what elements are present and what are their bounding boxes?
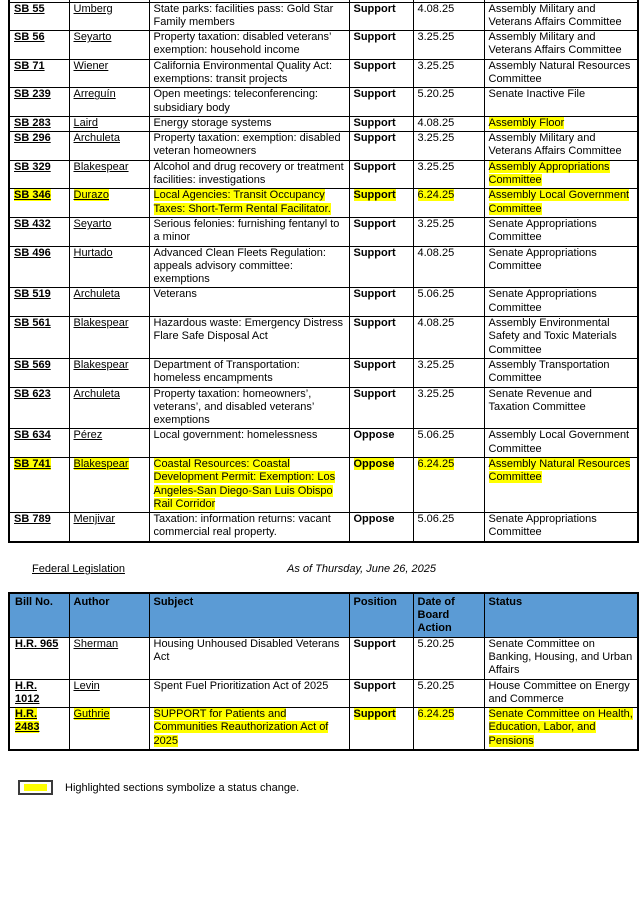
header-subject: Subject — [149, 593, 349, 637]
bill-cell — [9, 679, 69, 708]
subject-cell — [149, 246, 349, 288]
author-cell — [69, 458, 149, 513]
subject-text: Housing Unhoused Disabled Veterans Act — [153, 637, 340, 663]
subject-text: Coastal Resources: Coastal Development Permit: Exemption: Los Angeles-San Diego-San Luis Obispo Rail Corridor — [153, 458, 336, 510]
date-cell — [413, 59, 484, 88]
federal-legislation-table — [8, 592, 639, 751]
subject-cell — [149, 708, 349, 750]
status-cell — [484, 288, 638, 317]
subject-cell — [149, 288, 349, 317]
subject-cell — [149, 132, 349, 161]
bill-number-link[interactable]: SB 789 — [14, 513, 51, 526]
author-link[interactable]: Blakespear — [73, 317, 129, 330]
bill-cell — [9, 88, 69, 117]
status-text: Senate Appropriations Committee — [488, 513, 597, 539]
table-row — [9, 2, 638, 31]
subject-cell — [149, 217, 349, 246]
date-cell — [413, 88, 484, 117]
position-text: Support — [353, 189, 396, 202]
bill-number-link[interactable]: H.R. 965 — [15, 637, 59, 650]
position-text: Support — [353, 116, 396, 129]
position-text: Support — [353, 246, 396, 259]
status-text: Assembly Transportation Committee — [488, 358, 610, 385]
author-cell — [69, 679, 149, 708]
author-cell — [69, 288, 149, 317]
status-cell — [484, 246, 638, 288]
author-link[interactable]: Archuleta — [73, 132, 120, 145]
header-author: Author — [69, 593, 149, 637]
bill-number-link[interactable]: SB 496 — [14, 246, 51, 259]
position-text: Support — [353, 387, 396, 400]
bill-cell — [9, 708, 69, 750]
position-cell — [349, 160, 413, 189]
position-cell — [349, 679, 413, 708]
table-row — [9, 358, 638, 387]
status-text: Senate Appropriations Committee — [488, 288, 597, 314]
bill-number-link[interactable]: SB 634 — [14, 429, 51, 442]
subject-text: Open meetings: teleconferencing: subsidiary body — [153, 88, 318, 114]
status-cell — [484, 387, 638, 429]
subject-text: Local Agencies: Transit Occupancy Taxes: Short-Term Rental Facilitator. — [153, 189, 331, 215]
state-table-body — [9, 0, 638, 542]
bill-number-link[interactable]: H.R. 1012 — [15, 679, 40, 705]
subject-text: Property taxation: exemption: disabled veteran homeowners — [153, 132, 341, 158]
subject-cell — [149, 387, 349, 429]
author-link[interactable]: Wiener — [73, 59, 109, 72]
subject-text: State parks: facilities pass: Gold Star Family members — [153, 2, 334, 28]
author-cell — [69, 88, 149, 117]
date-cell — [413, 387, 484, 429]
position-text: Support — [353, 358, 396, 371]
bill-number-link[interactable]: SB 623 — [14, 387, 51, 400]
bill-number-link[interactable]: SB 55 — [14, 2, 45, 15]
date-text: 5.06.25 — [417, 429, 455, 442]
subject-cell — [149, 59, 349, 88]
subject-text: California Environmental Quality Act: exemptions: transit projects — [153, 59, 333, 85]
status-cell — [484, 160, 638, 189]
table-row — [9, 217, 638, 246]
position-text: Support — [353, 2, 396, 15]
bill-number-link[interactable]: SB 741 — [14, 458, 51, 470]
position-cell — [349, 116, 413, 131]
position-text: Support — [353, 31, 396, 44]
author-cell — [69, 387, 149, 429]
date-text: 3.25.25 — [417, 160, 455, 173]
table-row — [9, 708, 638, 750]
author-link[interactable]: Blakespear — [73, 358, 129, 371]
bill-cell — [9, 429, 69, 458]
date-cell — [413, 160, 484, 189]
date-cell — [413, 132, 484, 161]
subject-text: Veterans — [153, 288, 197, 301]
table-row — [9, 317, 638, 359]
author-cell — [69, 132, 149, 161]
header-position: Position — [349, 593, 413, 637]
date-text: 4.08.25 — [417, 2, 455, 15]
author-link[interactable]: Guthrie — [73, 708, 110, 721]
author-link[interactable]: Durazo — [73, 189, 109, 202]
date-cell — [413, 708, 484, 750]
status-text: Senate Inactive File — [488, 88, 586, 101]
position-text: Support — [353, 679, 396, 692]
author-cell — [69, 317, 149, 359]
author-link[interactable]: Hurtado — [73, 246, 113, 259]
date-cell — [413, 429, 484, 458]
subject-text: Hazardous waste: Emergency Distress Flare Safe Disposal Act — [153, 317, 344, 343]
subject-cell — [149, 637, 349, 679]
status-cell — [484, 317, 638, 359]
subject-cell — [149, 358, 349, 387]
position-cell — [349, 358, 413, 387]
position-text: Support — [353, 217, 396, 230]
table-row — [9, 116, 638, 131]
as-of-date: As of Thursday, June 26, 2025 — [287, 562, 436, 575]
date-cell — [413, 288, 484, 317]
bill-cell — [9, 458, 69, 513]
subject-text: Local government: homelessness — [153, 429, 318, 442]
author-link[interactable]: Pérez — [73, 429, 103, 442]
status-cell — [484, 31, 638, 60]
position-cell — [349, 2, 413, 31]
position-cell — [349, 458, 413, 513]
author-link[interactable]: Umberg — [73, 2, 113, 15]
date-cell — [413, 513, 484, 542]
author-link[interactable]: Seyarto — [73, 217, 112, 230]
position-cell — [349, 88, 413, 117]
status-cell — [484, 189, 638, 218]
subject-text: Alcohol and drug recovery or treatment facilities: investigations — [153, 160, 344, 187]
status-cell — [484, 217, 638, 246]
position-text: Support — [353, 88, 396, 101]
date-cell — [413, 458, 484, 513]
position-cell — [349, 513, 413, 542]
subject-text: Property taxation: disabled veterans’ exemption: household income — [153, 31, 332, 57]
bill-cell — [9, 160, 69, 189]
status-cell — [484, 458, 638, 513]
bill-number-link[interactable]: SB 561 — [14, 317, 51, 330]
author-link[interactable]: Blakespear — [73, 458, 129, 470]
position-text: Support — [353, 59, 396, 72]
position-cell — [349, 317, 413, 359]
status-cell — [484, 679, 638, 708]
table-row — [9, 387, 638, 429]
date-text: 3.25.25 — [417, 132, 455, 145]
status-text: Assembly Military and Veterans Affairs Committee — [488, 2, 622, 28]
bill-cell — [9, 288, 69, 317]
bill-cell — [9, 59, 69, 88]
date-text: 4.08.25 — [417, 116, 455, 129]
subject-cell — [149, 513, 349, 542]
status-cell — [484, 2, 638, 31]
yellow-highlight-swatch — [24, 784, 47, 791]
subject-cell — [149, 429, 349, 458]
date-cell — [413, 116, 484, 131]
date-text: 5.20.25 — [417, 88, 455, 101]
position-text: Support — [353, 317, 396, 330]
position-cell — [349, 387, 413, 429]
position-cell — [349, 59, 413, 88]
table-row — [9, 429, 638, 458]
date-text: 4.08.25 — [417, 246, 455, 259]
status-text: Assembly Local Government Committee — [488, 429, 630, 455]
subject-cell — [149, 458, 349, 513]
status-cell — [484, 88, 638, 117]
position-text: Support — [353, 708, 396, 721]
position-cell — [349, 429, 413, 458]
status-text: Assembly Environmental Safety and Toxic Materials Committee — [488, 317, 617, 356]
status-text: Assembly Natural Resources Committee — [488, 458, 631, 484]
bill-number-link[interactable]: SB 346 — [14, 189, 51, 202]
bill-number-link[interactable]: SB 239 — [14, 88, 51, 101]
subject-cell — [149, 189, 349, 218]
table-row — [9, 458, 638, 513]
bill-cell — [9, 513, 69, 542]
author-link[interactable]: Archuleta — [73, 288, 120, 301]
table-row — [9, 637, 638, 679]
bill-number-link[interactable]: SB 432 — [14, 217, 51, 230]
date-text: 3.25.25 — [417, 59, 455, 72]
subject-cell — [149, 88, 349, 117]
date-text: 4.08.25 — [417, 317, 455, 330]
status-cell — [484, 132, 638, 161]
date-cell — [413, 189, 484, 218]
subject-text: Energy storage systems — [153, 116, 272, 129]
bill-cell — [9, 637, 69, 679]
author-cell — [69, 59, 149, 88]
date-text: 3.25.25 — [417, 387, 455, 400]
subject-cell — [149, 31, 349, 60]
bill-cell — [9, 358, 69, 387]
position-cell — [349, 189, 413, 218]
date-cell — [413, 246, 484, 288]
date-cell — [413, 31, 484, 60]
author-link[interactable]: Seyarto — [73, 31, 112, 44]
date-text: 6.24.25 — [417, 458, 455, 470]
subject-cell — [149, 317, 349, 359]
position-cell — [349, 288, 413, 317]
position-text: Oppose — [353, 429, 395, 442]
position-cell — [349, 708, 413, 750]
position-text: Oppose — [353, 458, 395, 470]
table-row — [9, 88, 638, 117]
bill-cell — [9, 246, 69, 288]
subject-text: Department of Transportation: homeless encampments — [153, 358, 300, 385]
author-cell — [69, 429, 149, 458]
position-text: Oppose — [353, 513, 395, 526]
bill-cell — [9, 217, 69, 246]
author-link[interactable]: Archuleta — [73, 387, 120, 400]
bill-cell — [9, 116, 69, 131]
date-cell — [413, 358, 484, 387]
table-row — [9, 189, 638, 218]
table-row — [9, 59, 638, 88]
subject-cell — [149, 116, 349, 131]
status-cell — [484, 708, 638, 750]
bill-number-link[interactable]: H.R. 2483 — [15, 708, 40, 734]
position-text: Support — [353, 160, 396, 173]
status-text: Assembly Natural Resources Committee — [488, 59, 631, 85]
author-link[interactable]: Menjivar — [73, 513, 116, 526]
status-text: Senate Revenue and Taxation Committee — [488, 387, 592, 413]
author-cell — [69, 217, 149, 246]
author-link[interactable]: Arreguín — [73, 88, 116, 101]
federal-section-heading-line — [0, 563, 640, 577]
author-cell — [69, 513, 149, 542]
table-row — [9, 513, 638, 542]
subject-text: Advanced Clean Fleets Regulation: appeals advisory committee: exemptions — [153, 246, 326, 286]
date-cell — [413, 679, 484, 708]
status-text: Assembly Military and Veterans Affairs Committee — [488, 132, 622, 158]
header-status: Status — [484, 593, 638, 637]
subject-text: Taxation: information returns: vacant commercial real property. — [153, 513, 331, 539]
date-text: 3.25.25 — [417, 31, 455, 44]
date-cell — [413, 317, 484, 359]
subject-text: Property taxation: homeowners’, veterans’, and disabled veterans’ exemptions — [153, 387, 314, 427]
status-text: Assembly Military and Veterans Affairs Committee — [488, 31, 622, 57]
status-text: Senate Appropriations Committee — [488, 217, 597, 244]
position-cell — [349, 132, 413, 161]
author-cell — [69, 358, 149, 387]
author-link[interactable]: Laird — [73, 116, 98, 129]
subject-text: Serious felonies: furnishing fentanyl to a minor — [153, 217, 340, 244]
date-text: 5.20.25 — [417, 679, 455, 692]
date-text: 3.25.25 — [417, 358, 455, 371]
date-text: 3.25.25 — [417, 217, 455, 230]
author-cell — [69, 31, 149, 60]
federal-table-header-row — [9, 593, 638, 637]
date-text: 6.24.25 — [417, 189, 455, 202]
status-cell — [484, 513, 638, 542]
subject-cell — [149, 160, 349, 189]
legend-text: Highlighted sections symbolize a status change. — [65, 781, 300, 794]
position-cell — [349, 31, 413, 60]
bill-number-link[interactable]: SB 56 — [14, 31, 45, 44]
position-cell — [349, 246, 413, 288]
author-cell — [69, 637, 149, 679]
state-legislation-table — [8, 0, 639, 543]
status-cell — [484, 116, 638, 131]
bill-number-link[interactable]: SB 519 — [14, 288, 51, 301]
position-text: Support — [353, 288, 396, 301]
table-row — [9, 679, 638, 708]
author-cell — [69, 116, 149, 131]
table-row — [9, 160, 638, 189]
status-text: Assembly Local Government Committee — [488, 189, 630, 215]
federal-legislation-heading: Federal Legislation — [32, 562, 125, 575]
status-text: Senate Appropriations Committee — [488, 246, 597, 272]
author-cell — [69, 160, 149, 189]
author-link[interactable]: Sherman — [73, 637, 119, 650]
position-text: Support — [353, 637, 396, 650]
federal-table-body — [9, 593, 638, 750]
highlight-swatch-box — [18, 780, 53, 795]
status-cell — [484, 637, 638, 679]
status-text: Senate Committee on Health, Education, Labor, and Pensions — [488, 708, 633, 747]
date-cell — [413, 637, 484, 679]
bill-cell — [9, 2, 69, 31]
status-cell — [484, 429, 638, 458]
table-row — [9, 132, 638, 161]
date-cell — [413, 217, 484, 246]
position-cell — [349, 637, 413, 679]
date-text: 5.20.25 — [417, 637, 455, 650]
position-cell — [349, 217, 413, 246]
author-cell — [69, 246, 149, 288]
date-text: 5.06.25 — [417, 288, 455, 301]
status-text: Senate Committee on Banking, Housing, and Urban Affairs — [488, 637, 633, 677]
legend — [18, 780, 640, 795]
status-cell — [484, 59, 638, 88]
bill-cell — [9, 189, 69, 218]
author-cell — [69, 189, 149, 218]
bill-number-link[interactable]: SB 71 — [14, 59, 45, 72]
bill-cell — [9, 31, 69, 60]
date-text: 5.06.25 — [417, 513, 455, 526]
author-link[interactable]: Blakespear — [73, 160, 129, 173]
subject-cell — [149, 679, 349, 708]
author-cell — [69, 2, 149, 31]
bill-number-link[interactable]: SB 569 — [14, 358, 51, 371]
status-text: Assembly Appropriations Committee — [488, 160, 610, 187]
status-text: House Committee on Energy and Commerce — [488, 679, 630, 705]
date-text: 6.24.25 — [417, 708, 455, 721]
position-text: Support — [353, 132, 396, 145]
bill-cell — [9, 317, 69, 359]
header-date-of-board-action: Date of Board Action — [413, 593, 484, 637]
subject-cell — [149, 2, 349, 31]
bill-cell — [9, 132, 69, 161]
status-text: Assembly Floor — [488, 116, 565, 129]
header-bill-no: Bill No. — [9, 593, 69, 637]
table-row — [9, 288, 638, 317]
bill-cell — [9, 387, 69, 429]
subject-text: Spent Fuel Prioritization Act of 2025 — [153, 679, 329, 692]
author-link[interactable]: Levin — [73, 679, 100, 692]
bill-number-link[interactable]: SB 283 — [14, 116, 51, 129]
bill-number-link[interactable]: SB 296 — [14, 132, 51, 145]
author-cell — [69, 708, 149, 750]
table-row — [9, 31, 638, 60]
subject-text: SUPPORT for Patients and Communities Reauthorization Act of 2025 — [153, 708, 329, 747]
table-row — [9, 246, 638, 288]
date-cell — [413, 2, 484, 31]
bill-number-link[interactable]: SB 329 — [14, 160, 51, 173]
status-cell — [484, 358, 638, 387]
